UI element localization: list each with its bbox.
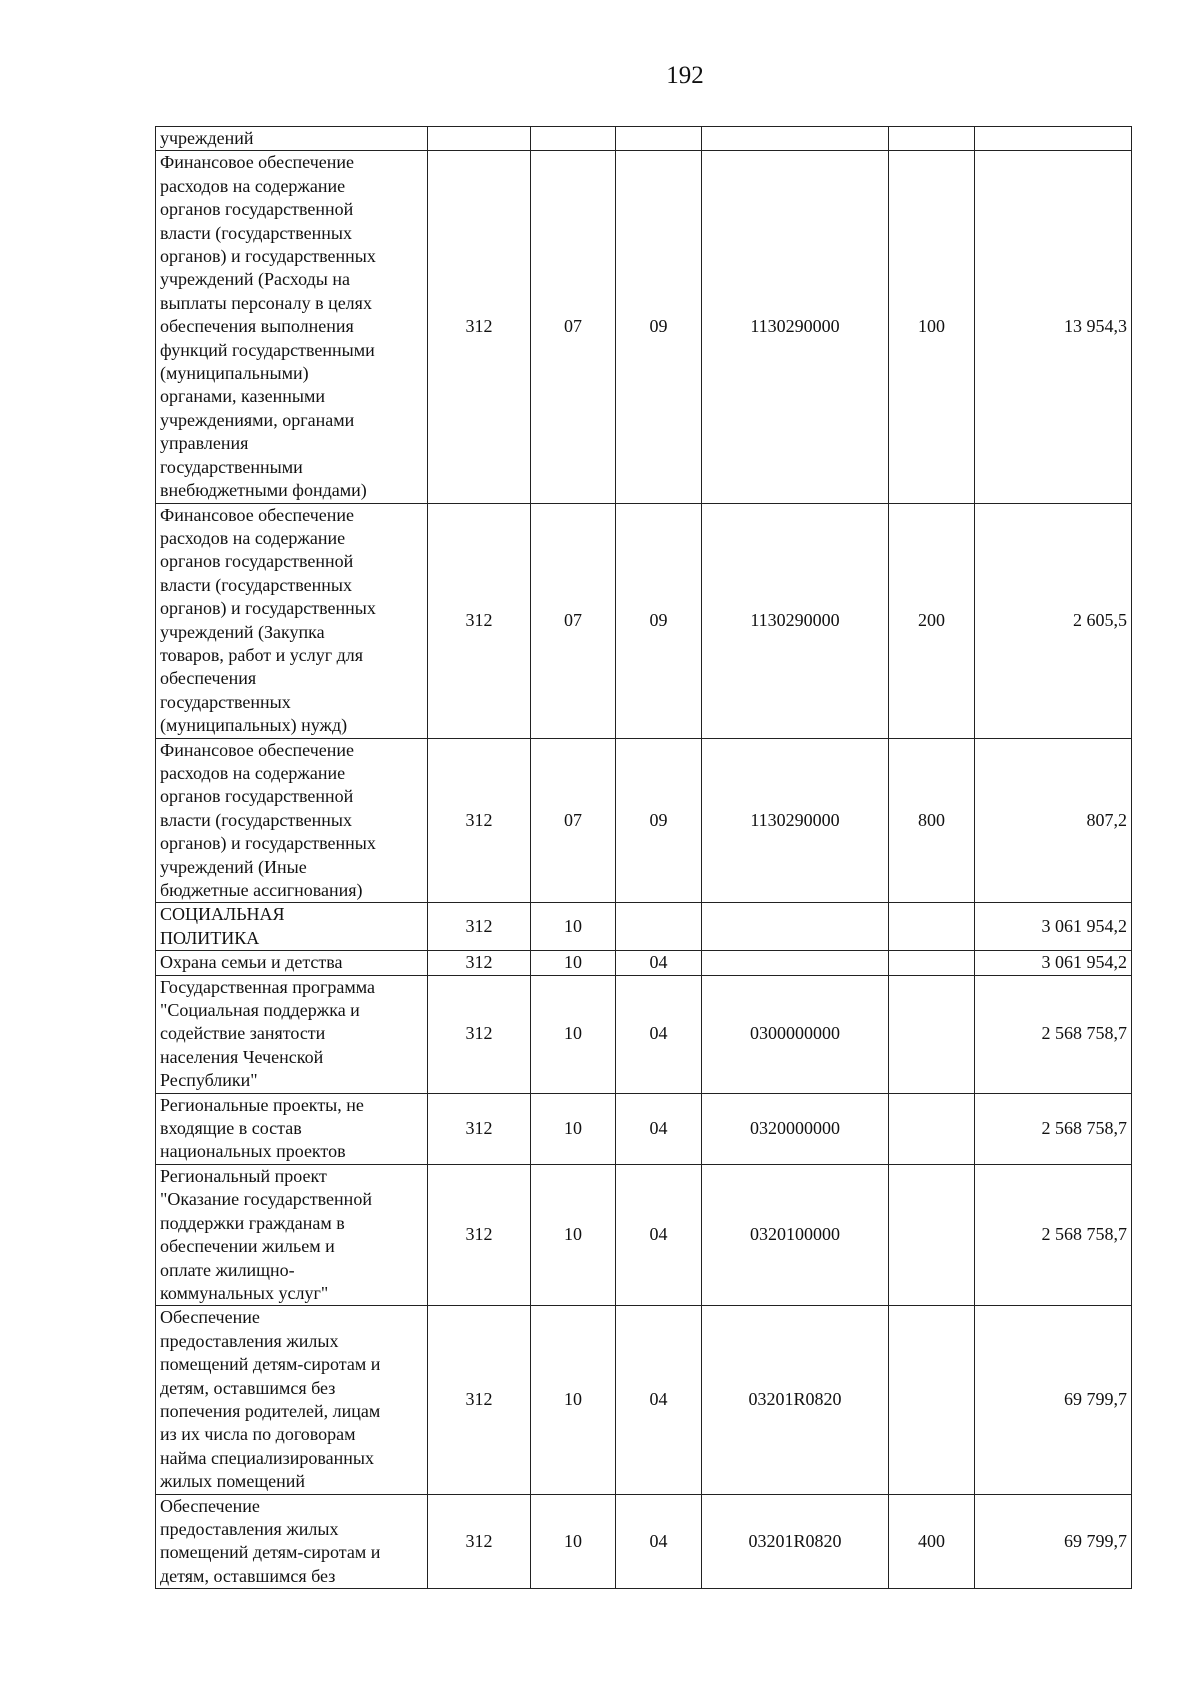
expense-type-cell: 100 xyxy=(889,151,975,503)
item-name-cell: СОЦИАЛЬНАЯ ПОЛИТИКА xyxy=(156,903,428,951)
admin-code-cell: 312 xyxy=(428,1093,531,1164)
target-article-cell: 03201R0820 xyxy=(702,1306,889,1494)
section-code-cell: 10 xyxy=(531,1306,616,1494)
section-code-cell: 10 xyxy=(531,1093,616,1164)
amount-cell xyxy=(975,127,1132,151)
target-article-cell: 0320100000 xyxy=(702,1164,889,1305)
target-article-cell xyxy=(702,951,889,975)
target-article-cell: 1130290000 xyxy=(702,738,889,903)
admin-code-cell: 312 xyxy=(428,903,531,951)
subsection-code-cell: 04 xyxy=(616,1306,702,1494)
item-name-cell: Обеспечение предоставления жилых помещений детям-сиротам и детям, оставшимся без попечения родителей, лицам из их числа по договорам найма специализированных жилых помещений xyxy=(156,1306,428,1494)
table-row xyxy=(156,503,1132,738)
admin-code-cell: 312 xyxy=(428,503,531,738)
target-article-cell: 0300000000 xyxy=(702,975,889,1093)
section-code-cell: 07 xyxy=(531,738,616,903)
table-row xyxy=(156,951,1132,975)
amount-cell: 2 568 758,7 xyxy=(975,1093,1132,1164)
amount-cell: 2 568 758,7 xyxy=(975,975,1132,1093)
expense-type-cell: 800 xyxy=(889,738,975,903)
table-row xyxy=(156,1164,1132,1305)
table-row xyxy=(156,903,1132,951)
item-name-cell: учреждений xyxy=(156,127,428,151)
admin-code-cell xyxy=(428,127,531,151)
expense-type-cell xyxy=(889,903,975,951)
table-row xyxy=(156,1093,1132,1164)
target-article-cell: 0320000000 xyxy=(702,1093,889,1164)
subsection-code-cell: 04 xyxy=(616,1164,702,1305)
subsection-code-cell: 04 xyxy=(616,951,702,975)
admin-code-cell: 312 xyxy=(428,738,531,903)
table-row xyxy=(156,738,1132,903)
target-article-cell: 1130290000 xyxy=(702,503,889,738)
admin-code-cell: 312 xyxy=(428,151,531,503)
section-code-cell xyxy=(531,127,616,151)
expense-type-cell: 400 xyxy=(889,1494,975,1589)
section-code-cell: 10 xyxy=(531,975,616,1093)
target-article-cell xyxy=(702,903,889,951)
subsection-code-cell xyxy=(616,903,702,951)
item-name-cell: Обеспечение предоставления жилых помещений детям-сиротам и детям, оставшимся без xyxy=(156,1494,428,1589)
expense-type-cell xyxy=(889,1306,975,1494)
item-name-cell: Государственная программа "Социальная поддержка и содействие занятости населения Чеченской Республики" xyxy=(156,975,428,1093)
section-code-cell: 07 xyxy=(531,151,616,503)
subsection-code-cell: 04 xyxy=(616,1494,702,1589)
amount-cell: 3 061 954,2 xyxy=(975,951,1132,975)
expense-type-cell: 200 xyxy=(889,503,975,738)
subsection-code-cell: 09 xyxy=(616,738,702,903)
admin-code-cell: 312 xyxy=(428,1306,531,1494)
section-code-cell: 10 xyxy=(531,903,616,951)
amount-cell: 13 954,3 xyxy=(975,151,1132,503)
section-code-cell: 10 xyxy=(531,951,616,975)
item-name-cell: Финансовое обеспечение расходов на содержание органов государственной власти (государственных органов) и государственных учреждений (Закупка товаров, работ и услуг для обеспечения государственных (муниципальных) нужд) xyxy=(156,503,428,738)
subsection-code-cell: 09 xyxy=(616,503,702,738)
admin-code-cell: 312 xyxy=(428,951,531,975)
item-name-cell: Финансовое обеспечение расходов на содержание органов государственной власти (государственных органов) и государственных учреждений (Расходы на выплаты персоналу в целях обеспечения выполнения функций государственными (муниципальными) органами, казенными учреждениями, органами управления государственными внебюджетными фондами) xyxy=(156,151,428,503)
target-article-cell: 03201R0820 xyxy=(702,1494,889,1589)
section-code-cell: 10 xyxy=(531,1494,616,1589)
target-article-cell xyxy=(702,127,889,151)
expense-type-cell xyxy=(889,1164,975,1305)
expense-type-cell xyxy=(889,1093,975,1164)
table-row xyxy=(156,1306,1132,1494)
item-name-cell: Финансовое обеспечение расходов на содержание органов государственной власти (государственных органов) и государственных учреждений (Иные бюджетные ассигнования) xyxy=(156,738,428,903)
expense-type-cell xyxy=(889,951,975,975)
amount-cell: 3 061 954,2 xyxy=(975,903,1132,951)
expense-type-cell xyxy=(889,975,975,1093)
item-name-cell: Охрана семьи и детства xyxy=(156,951,428,975)
table-row xyxy=(156,151,1132,503)
subsection-code-cell: 09 xyxy=(616,151,702,503)
amount-cell: 2 605,5 xyxy=(975,503,1132,738)
page-number: 192 xyxy=(666,62,704,89)
budget-table xyxy=(155,126,1132,1589)
expense-type-cell xyxy=(889,127,975,151)
admin-code-cell: 312 xyxy=(428,1494,531,1589)
subsection-code-cell: 04 xyxy=(616,1093,702,1164)
amount-cell: 807,2 xyxy=(975,738,1132,903)
table-row xyxy=(156,1494,1132,1589)
admin-code-cell: 312 xyxy=(428,1164,531,1305)
table-row xyxy=(156,975,1132,1093)
section-code-cell: 10 xyxy=(531,1164,616,1305)
subsection-code-cell xyxy=(616,127,702,151)
item-name-cell: Региональные проекты, не входящие в состав национальных проектов xyxy=(156,1093,428,1164)
item-name-cell: Региональный проект "Оказание государственной поддержки гражданам в обеспечении жильем и оплате жилищно- коммунальных услуг" xyxy=(156,1164,428,1305)
amount-cell: 2 568 758,7 xyxy=(975,1164,1132,1305)
amount-cell: 69 799,7 xyxy=(975,1306,1132,1494)
amount-cell: 69 799,7 xyxy=(975,1494,1132,1589)
admin-code-cell: 312 xyxy=(428,975,531,1093)
section-code-cell: 07 xyxy=(531,503,616,738)
table-row xyxy=(156,127,1132,151)
target-article-cell: 1130290000 xyxy=(702,151,889,503)
subsection-code-cell: 04 xyxy=(616,975,702,1093)
